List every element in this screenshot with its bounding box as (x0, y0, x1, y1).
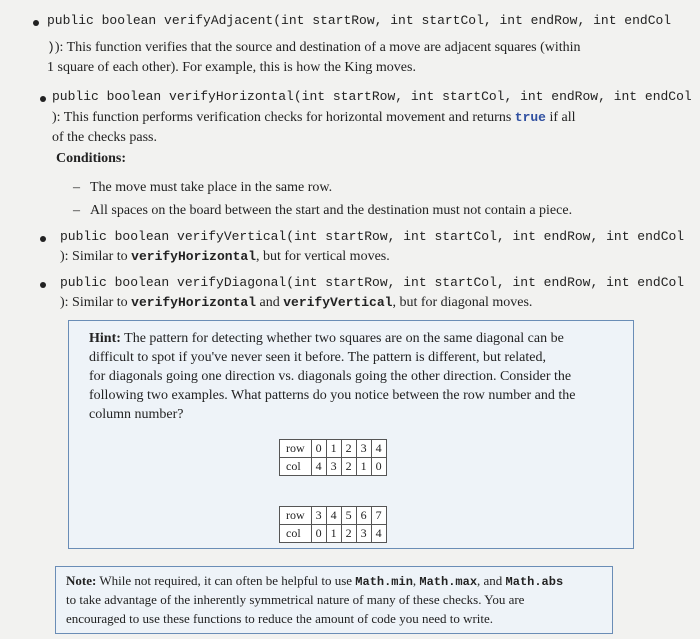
note-label: Note: (66, 573, 97, 588)
col-label: col (280, 525, 312, 543)
desc-text: ): Similar to (60, 249, 132, 264)
bullet-icon (33, 20, 39, 26)
bullet-icon (40, 236, 46, 242)
hint-line3: for diagonals going one direction vs. diagonals going the other direction. Consider the (89, 369, 572, 384)
hint-line2: difficult to spot if you've never seen it before. The pattern is different, but related, (89, 350, 546, 365)
condition-item: All spaces on the board between the start and the destination must not contain a piece. (90, 203, 573, 218)
table-row (280, 507, 387, 525)
table-row (280, 525, 387, 543)
table-cell: 2 (341, 525, 356, 543)
row-label: row (280, 507, 312, 525)
table-cell: 3 (356, 440, 371, 458)
code-ref: verifyVertical (283, 295, 393, 310)
verify-horizontal-desc-line2: of the checks pass. (52, 130, 157, 145)
verify-adjacent-signature: public boolean verifyAdjacent(int startRow, int startCol, int endRow, int endCol (47, 13, 672, 28)
table-cell: 3 (326, 458, 341, 476)
desc-text: , but for diagonal moves. (392, 295, 533, 310)
verify-adjacent-desc-line1 (47, 40, 581, 56)
verify-adjacent-desc-line2: 1 square of each other). For example, this is how the King moves. (47, 60, 416, 75)
table-cell: 0 (371, 458, 386, 476)
dash-icon: – (73, 180, 80, 195)
desc-text: , but for vertical moves. (256, 249, 390, 264)
table-cell: 5 (341, 507, 356, 525)
note-box (55, 566, 613, 634)
table-row (280, 440, 387, 458)
row-label: row (280, 440, 312, 458)
note-text: , (412, 573, 420, 588)
table-cell: 4 (326, 507, 341, 525)
diagonal-example-table-2 (279, 506, 387, 543)
code-ref: verifyHorizontal (131, 295, 256, 310)
note-text: , and (477, 573, 506, 588)
table-cell: 4 (371, 440, 386, 458)
desc-text: ): Similar to (60, 295, 132, 310)
hint-line1 (89, 331, 564, 347)
desc-text: and (256, 295, 284, 310)
table-cell: 1 (326, 525, 341, 543)
verify-horizontal-signature: public boolean verifyHorizontal(int startRow, int startCol, int endRow, int endCol (52, 89, 692, 104)
verify-diagonal-signature: public boolean verifyDiagonal(int startRow, int startCol, int endRow, int endCol (60, 275, 685, 290)
verify-vertical-desc (60, 249, 390, 265)
bullet-icon (40, 282, 46, 288)
table-cell: 3 (311, 507, 326, 525)
table-cell: 2 (341, 440, 356, 458)
table-cell: 4 (311, 458, 326, 476)
table-cell: 0 (311, 440, 326, 458)
note-line2: to take advantage of the inherently symmetrical nature of many of these checks. You are (66, 592, 525, 607)
code-ref: Math.abs (505, 575, 564, 589)
hint-label: Hint: (89, 331, 121, 346)
table-cell: 1 (326, 440, 341, 458)
note-line3: encouraged to use these functions to reduce the amount of code you need to write. (66, 611, 494, 626)
table-cell: 3 (356, 525, 371, 543)
hint-line4: following two examples. What patterns do you notice between the row number and the (89, 388, 576, 403)
verify-diagonal-desc (60, 295, 532, 311)
table-cell: 7 (371, 507, 386, 525)
hint-line5: column number? (89, 407, 184, 422)
bullet-icon (40, 96, 46, 102)
hint-box (68, 320, 634, 549)
table-cell: 4 (371, 525, 386, 543)
code-ref: verifyHorizontal (131, 249, 256, 264)
table-cell: 1 (356, 458, 371, 476)
note-text: While not required, it can often be helpful to use (96, 573, 356, 588)
col-label: col (280, 458, 312, 476)
condition-item: The move must take place in the same row. (90, 180, 333, 195)
hint-text: The pattern for detecting whether two squares are on the same diagonal can be (120, 331, 564, 346)
dash-icon: – (73, 203, 80, 218)
desc-text: ): This function performs verification checks for horizontal movement and returns (52, 110, 515, 125)
table-cell: 0 (311, 525, 326, 543)
true-keyword: true (514, 110, 546, 125)
table-cell: 2 (341, 458, 356, 476)
code-ref: Math.max (419, 575, 478, 589)
note-line1 (66, 573, 563, 589)
desc-text: if all (545, 110, 576, 125)
closing-paren: ) (47, 40, 55, 55)
diagonal-example-table-1 (279, 439, 387, 476)
desc-text: ): This function verifies that the source and destination of a move are adjacent squares (within (54, 40, 581, 55)
table-cell: 6 (356, 507, 371, 525)
verify-vertical-signature: public boolean verifyVertical(int startRow, int startCol, int endRow, int endCol (60, 229, 685, 244)
verify-horizontal-desc-line1 (52, 110, 576, 126)
code-ref: Math.min (355, 575, 413, 589)
table-row (280, 458, 387, 476)
conditions-label: Conditions: (56, 151, 127, 166)
